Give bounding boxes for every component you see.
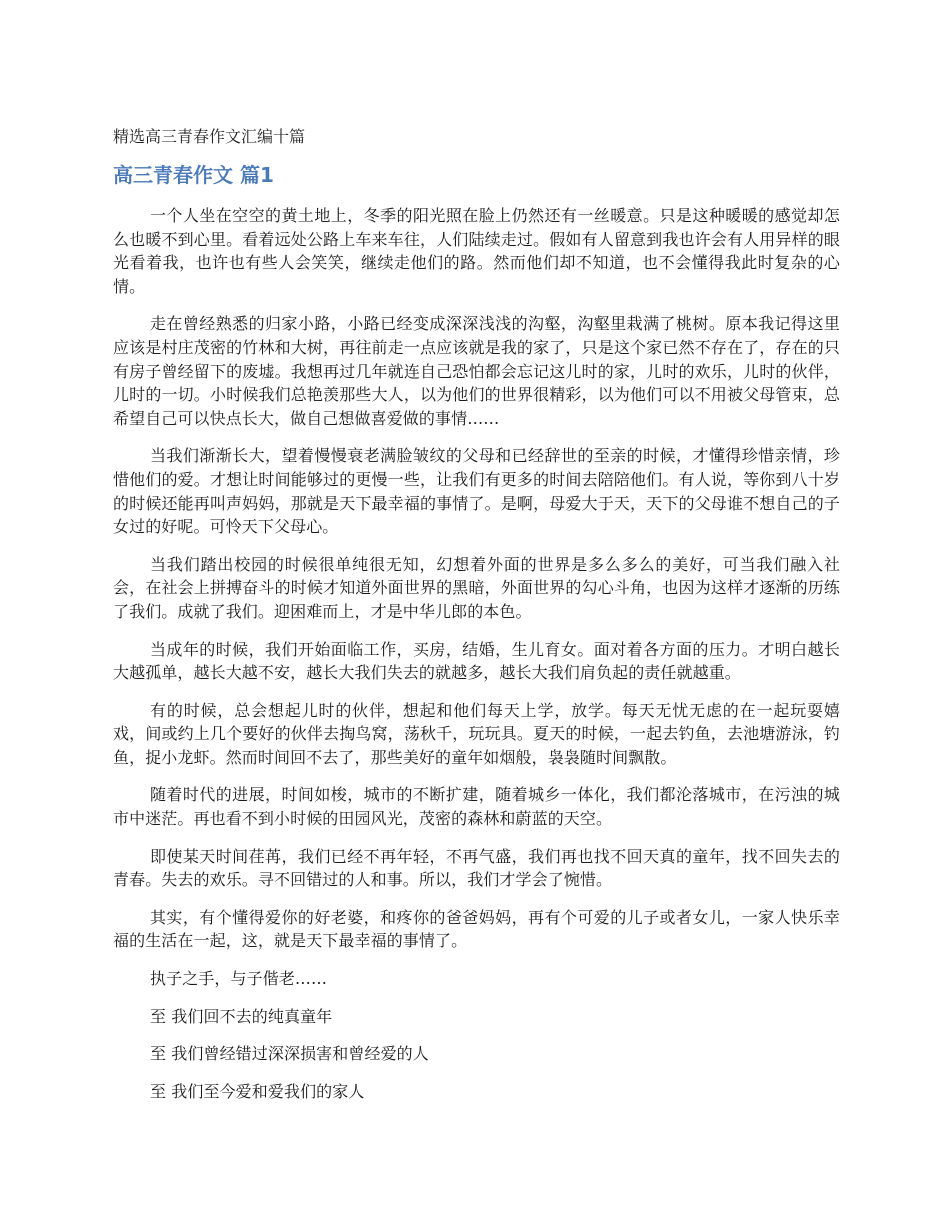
paragraph-5: 当成年的时候，我们开始面临工作，买房，结婚，生儿育女。面对着各方面的压力。才明白越长大越孤单，越长大越不安，越长大我们失去的就越多，越长大我们肩负起的责任就越重。	[113, 639, 840, 683]
paragraph-2: 走在曾经熟悉的归家小路，小路已经变成深深浅浅的沟壑，沟壑里栽满了桃树。原本我记得这里应该是村庄茂密的竹林和大树，再往前走一点应该就是我的家了，只是这个家已然不存在了，存在的只有房子曾经留下的废墟。我想再过几年就连自己恐怕都会忘记这儿时的家，儿时的欢乐，儿时的伙伴，儿时的一切。小时候我们总艳羡那些大人，以为他们的世界很精彩，以为他们可以不用被父母管束，总希望自己可以快点长大，做自己想做喜爱做的事情……	[113, 314, 840, 428]
paragraph-13: 至 我们至今爱和爱我们的家人	[150, 1081, 365, 1101]
paragraph-8: 即使某天时间荏苒，我们已经不再年轻，不再气盛，我们再也找不回天真的童年，找不回失去的青春。失去的欢乐。寻不回错过的人和事。所以，我们才学会了惋惜。	[113, 846, 840, 890]
paragraph-10: 执子之手，与子偕老……	[150, 969, 328, 989]
paragraph-7: 随着时代的进展，时间如梭，城市的不断扩建，随着城乡一体化，我们都沦落城市，在污浊的城市中迷茫。再也看不到小时候的田园风光，茂密的森林和蔚蓝的天空。	[113, 785, 840, 829]
section-heading: 高三青春作文 篇1	[113, 163, 274, 187]
document-page	[113, 126, 840, 1117]
paragraph-12: 至 我们曾经错过深深损害和曾经爱的人	[150, 1044, 429, 1064]
paragraph-4: 当我们踏出校园的时候很单纯很无知，幻想着外面的世界是多么多么的美好，可当我们融入社会，在社会上拼搏奋斗的时候才知道外面世界的黑暗，外面世界的勾心斗角，也因为这样才逐渐的历练了我们。成就了我们。迎困难而上，才是中华儿郎的本色。	[113, 554, 840, 621]
paragraph-11: 至 我们回不去的纯真童年	[150, 1006, 333, 1026]
paragraph-3: 当我们渐渐长大，望着慢慢衰老满脸皱纹的父母和已经辞世的至亲的时候，才懂得珍惜亲情，珍惜他们的爱。才想让时间能够过的更慢一些，让我们有更多的时间去陪陪他们。有人说，等你到八十岁的时候还能再叫声妈妈，那就是天下最幸福的事情了。是啊，母爱大于天，天下的父母谁不想自己的子女过的好呢。可怜天下父母心。	[113, 446, 840, 537]
paragraph-6: 有的时候，总会想起儿时的伙伴，想起和他们每天上学，放学。每天无忧无虑的在一起玩耍嬉戏，间或约上几个要好的伙伴去掏鸟窝，荡秋千，玩玩具。夏天的时候，一起去钓鱼，去池塘游泳，钓鱼，捉小龙虾。然而时间回不去了，那些美好的童年如烟般，袅袅随时间飘散。	[113, 700, 840, 767]
document-title: 精选高三青春作文汇编十篇	[113, 127, 306, 146]
paragraph-1: 一个人坐在空空的黄土地上，冬季的阳光照在脸上仍然还有一丝暖意。只是这种暖暖的感觉却怎么也暖不到心里。看着远处公路上车来车往，人们陆续走过。假如有人留意到我也许会有人用异样的眼光看着我，也许也有些人会笑笑，继续走他们的路。然而他们却不知道，也不会懂得我此时复杂的心情。	[113, 206, 840, 296]
paragraph-9: 其实，有个懂得爱你的好老婆，和疼你的爸爸妈妈，再有个可爱的儿子或者女儿，一家人快乐幸福的生活在一起，这，就是天下最幸福的事情了。	[113, 907, 840, 951]
